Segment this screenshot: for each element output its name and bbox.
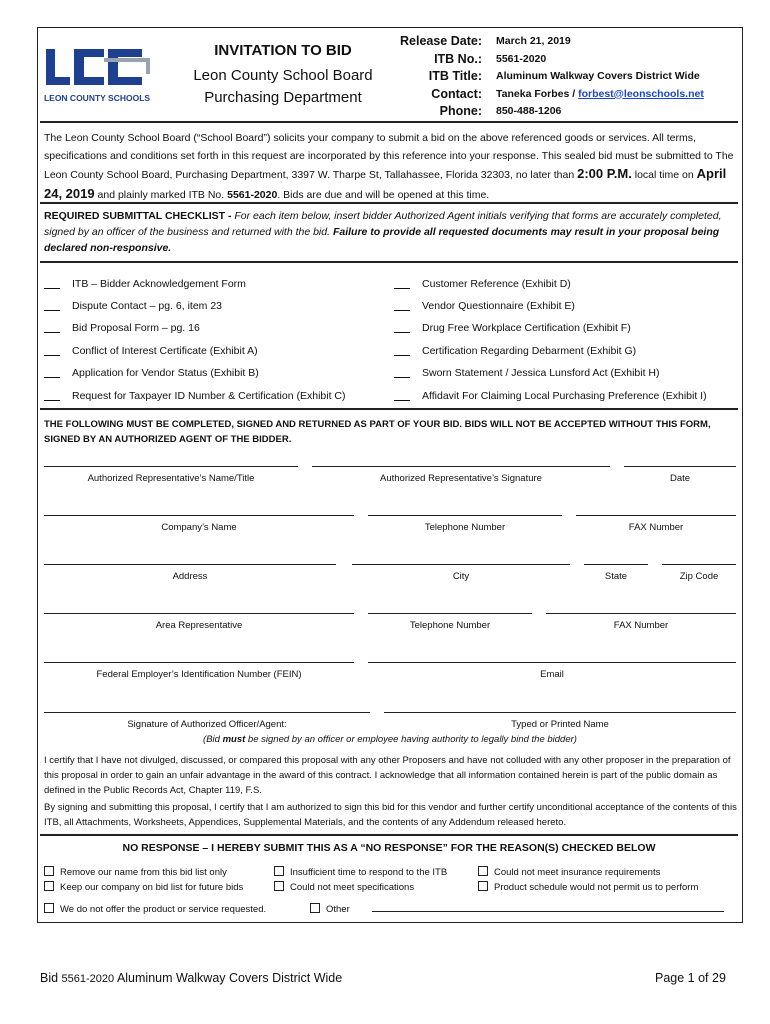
typed-name-label: Typed or Printed Name: [511, 719, 609, 730]
release-date-label: Release Date:: [400, 34, 482, 48]
fax-label: FAX Number: [628, 522, 684, 533]
no-response-option[interactable]: Insufficient time to respond to the ITB: [274, 866, 447, 878]
email-line[interactable]: [368, 662, 736, 663]
checkbox[interactable]: [44, 866, 54, 876]
telephone2-label: Telephone Number: [409, 620, 491, 631]
address-label: Address: [172, 571, 208, 582]
rep-signature-line[interactable]: [312, 466, 610, 467]
itb-no-value: 5561-2020: [496, 52, 547, 65]
release-date-value: March 21, 2019: [496, 35, 571, 47]
zip-line[interactable]: [662, 564, 736, 565]
header-center: [178, 42, 388, 109]
telephone-label: Telephone Number: [424, 522, 506, 533]
certification-paragraph-1: I certify that I have not divulged, discussed, or compared this proposal with any other Proposers and have not colluded with any other proposer in the preparation of this proposal in order to gain an unfair advantage in the award of this contract. I acknowledge that all information contained herein is part of the public domain as defined in the Public Records Act, Chapter 119, F.S.: [44, 755, 731, 796]
zip-label: Zip Code: [679, 571, 719, 582]
checkbox[interactable]: [310, 903, 320, 913]
date-line[interactable]: [624, 466, 736, 467]
no-response-option[interactable]: Product schedule would not permit us to perform: [478, 881, 698, 893]
intro-text-4: . Bids are due and will be opened at this time.: [277, 188, 490, 201]
typed-name-line[interactable]: [384, 712, 736, 713]
area-rep-label: Area Representative: [155, 620, 243, 631]
date-label: Date: [669, 473, 691, 484]
fax-line[interactable]: [576, 515, 736, 516]
company-label: Company’s Name: [161, 522, 237, 533]
itb-title-label: ITB Title:: [428, 69, 482, 83]
no-response-option-other[interactable]: Other: [310, 903, 350, 915]
telephone2-line[interactable]: [368, 613, 532, 614]
phone-label: Phone:: [439, 104, 482, 118]
initials-blank[interactable]: [394, 288, 410, 289]
other-reason-line[interactable]: [372, 911, 724, 912]
state-line[interactable]: [584, 564, 648, 565]
contact-value: [496, 86, 736, 104]
due-time: 2:00 P.M.: [577, 166, 632, 181]
intro-text-2: local time on: [634, 169, 694, 181]
divider: [40, 121, 738, 123]
intro-itb-no: 5561-2020: [227, 188, 278, 201]
leon-county-schools-logo: [44, 46, 150, 104]
checklist-heading: REQUIRED SUBMITTAL CHECKLIST -: [44, 210, 232, 222]
checkbox[interactable]: [274, 881, 284, 891]
checklist-item[interactable]: Certification Regarding Debarment (Exhibit G): [394, 345, 636, 357]
checklist-item[interactable]: ITB – Bidder Acknowledgement Form: [44, 278, 246, 290]
initials-blank[interactable]: [394, 400, 410, 401]
contact-name: Taneka Forbes /: [496, 87, 576, 100]
rep-name-line[interactable]: [44, 466, 298, 467]
initials-blank[interactable]: [44, 288, 60, 289]
city-line[interactable]: [352, 564, 570, 565]
svg-text:LEON COUNTY SCHOOLS: LEON COUNTY SCHOOLS: [44, 93, 150, 103]
phone-value: 850-488-1206: [496, 105, 562, 117]
fax2-line[interactable]: [546, 613, 736, 614]
company-line[interactable]: [44, 515, 354, 516]
officer-signature-line[interactable]: [44, 712, 370, 713]
no-response-title: NO RESPONSE – I HEREBY SUBMIT THIS AS A “NO RESPONSE” FOR THE REASON(S) CHECKED BELOW: [122, 842, 656, 854]
initials-blank[interactable]: [394, 310, 410, 311]
header-values: [496, 33, 736, 121]
rep-signature-label: Authorized Representative’s Signature: [380, 473, 542, 484]
rep-name-label: Authorized Representative’s Name/Title: [87, 473, 255, 484]
email-label: Email: [540, 669, 564, 680]
divider: [40, 834, 738, 836]
itb-no-label: ITB No.:: [434, 51, 482, 66]
initials-blank[interactable]: [394, 377, 410, 378]
must-complete-notice: THE FOLLOWING MUST BE COMPLETED, SIGNED AND RETURNED AS PART OF YOUR BID. BIDS WILL NOT BE ACCEPTED WITHOUT THIS FORM, SIGNED BY AN AUTHORIZED AGENT OF THE BIDDER.: [44, 419, 711, 445]
page-number: Page 1 of 29: [655, 971, 726, 985]
footer-bid-title: Bid 5561-2020 Aluminum Walkway Covers District Wide: [40, 971, 343, 985]
checklist-item[interactable]: Drug Free Workplace Certification (Exhibit F): [394, 322, 631, 334]
checklist-item[interactable]: Affidavit For Claiming Local Purchasing Preference (Exhibit I): [394, 390, 707, 402]
checklist-instruction: For each item below, insert bidder Authorized Agent initials verifying that forms are accurately completed, signed by an officer of the business and returned with the bid.: [44, 210, 722, 238]
signing-note: (Bid must be signed by an officer or employee having authority to legally bind the bidder): [203, 734, 577, 745]
divider: [40, 261, 738, 263]
area-rep-line[interactable]: [44, 613, 354, 614]
divider: [40, 202, 738, 204]
checkbox[interactable]: [478, 881, 488, 891]
itb-title-value: Aluminum Walkway Covers District Wide: [496, 70, 700, 82]
document-title: INVITATION TO BID: [214, 42, 352, 59]
checkbox[interactable]: [44, 881, 54, 891]
checklist-item[interactable]: Conflict of Interest Certificate (Exhibit A): [44, 345, 258, 357]
no-response-option[interactable]: We do not offer the product or service requested.: [44, 903, 266, 915]
initials-blank[interactable]: [394, 355, 410, 356]
divider: [40, 408, 738, 410]
no-response-option[interactable]: Could not meet insurance requirements: [478, 866, 660, 878]
checklist-item[interactable]: Vendor Questionnaire (Exhibit E): [394, 300, 575, 312]
fein-line[interactable]: [44, 662, 354, 663]
due-date: April 24, 2019: [44, 166, 727, 201]
no-response-option[interactable]: Keep our company on bid list for future bids: [44, 881, 243, 893]
initials-blank[interactable]: [44, 332, 60, 333]
checklist-item[interactable]: Customer Reference (Exhibit D): [394, 278, 571, 290]
intro-text: The Leon County School Board (“School Board”) solicits your company to submit a bid on the above referenced goods or services. All terms, specifications and conditions set forth in this request are incorporated by this reference into your response. This sealed bid must be submitted to The Leon County School Board, Purchasing Department, 3397 W. Tharpe St, Tallahassee, Florida 32303, no later than: [44, 132, 734, 181]
initials-blank[interactable]: [394, 332, 410, 333]
fein-label: Federal Employer’s Identification Number (FEIN): [96, 669, 302, 680]
checklist-item[interactable]: Request for Taxpayer ID Number & Certification (Exhibit C): [44, 390, 346, 402]
contact-email-link[interactable]: forbest@leonschools.net: [578, 87, 704, 100]
checklist-item[interactable]: Dispute Contact – pg. 6, item 23: [44, 300, 222, 312]
address-line[interactable]: [44, 564, 336, 565]
no-response-option[interactable]: Could not meet specifications: [274, 881, 414, 893]
checkbox[interactable]: [44, 903, 54, 913]
initials-blank[interactable]: [44, 310, 60, 311]
contact-label: Contact:: [431, 86, 482, 101]
checklist-item[interactable]: Bid Proposal Form – pg. 16: [44, 322, 200, 334]
checklist-item[interactable]: Sworn Statement / Jessica Lunsford Act (Exhibit H): [394, 367, 660, 379]
org-line-1: Leon County School Board: [193, 67, 373, 84]
initials-blank[interactable]: [44, 400, 60, 401]
intro-text-3: and plainly marked ITB No.: [97, 188, 225, 201]
org-line-2: Purchasing Department: [204, 89, 362, 106]
officer-signature-label: Signature of Authorized Officer/Agent:: [127, 719, 287, 730]
telephone-line[interactable]: [368, 515, 562, 516]
checkbox[interactable]: [478, 866, 488, 876]
city-label: City: [452, 571, 470, 582]
initials-blank[interactable]: [44, 377, 60, 378]
checklist-warning: Failure to provide all requested documents may result in your proposal being declared non-responsive.: [44, 226, 720, 254]
initials-blank[interactable]: [44, 355, 60, 356]
no-response-option[interactable]: Remove our name from this bid list only: [44, 866, 227, 878]
header-labels: [390, 33, 482, 121]
checkbox[interactable]: [274, 866, 284, 876]
intro-paragraph: [44, 130, 736, 204]
checklist-item[interactable]: Application for Vendor Status (Exhibit B): [44, 367, 259, 379]
state-label: State: [604, 571, 628, 582]
fax2-label: FAX Number: [613, 620, 669, 631]
checklist-instructions: [44, 208, 736, 256]
certification-paragraph-2: By signing and submitting this proposal, I certify that I am authorized to sign this bid for this vendor and further certify unconditional acceptance of the contents of this ITB, all Attachments, Worksheets, Appendices, Supplemental Materials, and the contents of any Addendum released hereto.: [44, 802, 737, 828]
